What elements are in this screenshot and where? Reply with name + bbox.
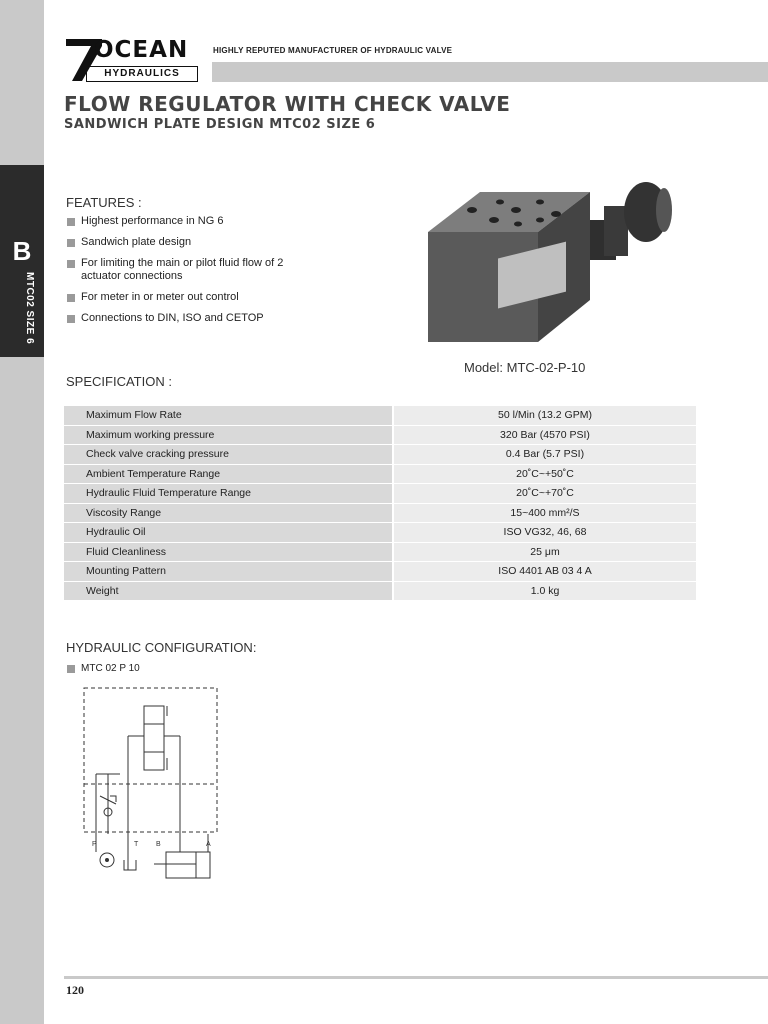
logo-word: OCEAN — [94, 37, 189, 63]
spec-label: Maximum working pressure — [64, 425, 393, 445]
port-label-b: B — [156, 841, 161, 848]
table-row — [64, 503, 696, 523]
bullet-icon — [67, 294, 75, 302]
page-title: FLOW REGULATOR WITH CHECK VALVE — [64, 92, 511, 116]
spec-label: Fluid Cleanliness — [64, 542, 393, 562]
header-tagline: HIGHLY REPUTED MANUFACTURER OF HYDRAULIC VALVE — [213, 46, 453, 55]
bullet-icon — [67, 218, 75, 226]
spec-value: 15~400 mm²/S — [393, 503, 696, 523]
spec-label: Hydraulic Oil — [64, 523, 393, 543]
features-heading: FEATURES : — [66, 195, 142, 210]
spec-label: Mounting Pattern — [64, 562, 393, 582]
port-label-a: A — [206, 841, 211, 848]
table-row — [64, 562, 696, 582]
feature-text: Sandwich plate design — [81, 236, 192, 248]
configuration-code: MTC 02 P 10 — [81, 663, 140, 674]
feature-text: Connections to DIN, ISO and CETOP — [81, 312, 264, 324]
feature-item — [67, 236, 367, 249]
spec-label: Ambient Temperature Range — [64, 464, 393, 484]
hydraulic-circuit-diagram — [80, 684, 225, 884]
configuration-item — [67, 663, 140, 674]
spec-label: Check valve cracking pressure — [64, 445, 393, 465]
feature-text: Highest performance in NG 6 — [81, 215, 224, 227]
table-row — [64, 445, 696, 465]
spec-label: Hydraulic Fluid Temperature Range — [64, 484, 393, 504]
side-strip — [0, 0, 44, 1024]
table-row — [64, 425, 696, 445]
spec-value: ISO 4401 AB 03 4 A — [393, 562, 696, 582]
spec-value: 50 l/Min (13.2 GPM) — [393, 406, 696, 425]
spec-label: Maximum Flow Rate — [64, 406, 393, 425]
spec-label: Weight — [64, 581, 393, 601]
features-list — [67, 215, 367, 333]
page-subtitle: SANDWICH PLATE DESIGN MTC02 SIZE 6 — [64, 117, 376, 132]
bullet-icon — [67, 260, 75, 268]
table-row — [64, 581, 696, 601]
table-row — [64, 542, 696, 562]
footer-rule — [64, 976, 768, 979]
model-label: Model: MTC-02-P-10 — [464, 360, 586, 375]
bullet-icon — [67, 665, 75, 673]
spec-value: 320 Bar (4570 PSI) — [393, 425, 696, 445]
spec-value: ISO VG32, 46, 68 — [393, 523, 696, 543]
logo-subtext: HYDRAULICS — [86, 66, 198, 82]
spec-value: 1.0 kg — [393, 581, 696, 601]
specification-table — [64, 406, 696, 601]
page-number: 120 — [66, 983, 84, 997]
table-row — [64, 464, 696, 484]
valve-product-image — [420, 180, 680, 360]
spec-value: 25 μm — [393, 542, 696, 562]
specification-heading: SPECIFICATION : — [66, 374, 172, 389]
port-label-p: P — [92, 841, 97, 848]
spec-label: Viscosity Range — [64, 503, 393, 523]
table-row — [64, 484, 696, 504]
feature-item — [67, 291, 367, 304]
header-bar — [212, 62, 768, 82]
port-label-t: T — [134, 841, 139, 848]
bullet-icon — [67, 239, 75, 247]
feature-text: For meter in or meter out control — [81, 291, 239, 303]
spec-value: 20˚C~+70˚C — [393, 484, 696, 504]
spec-value: 20˚C~+50˚C — [393, 464, 696, 484]
table-row — [64, 406, 696, 425]
feature-item — [67, 215, 367, 228]
bullet-icon — [67, 315, 75, 323]
feature-item — [67, 257, 306, 283]
feature-item — [67, 312, 367, 325]
spec-value: 0.4 Bar (5.7 PSI) — [393, 445, 696, 465]
table-row — [64, 523, 696, 543]
company-logo — [64, 37, 200, 83]
configuration-heading: HYDRAULIC CONFIGURATION: — [66, 640, 257, 655]
section-letter: B — [12, 236, 32, 266]
feature-text: For limiting the main or pilot fluid flow of 2 actuator connections — [81, 257, 284, 282]
section-vertical-label: MTC02 SIZE 6 — [24, 272, 35, 345]
